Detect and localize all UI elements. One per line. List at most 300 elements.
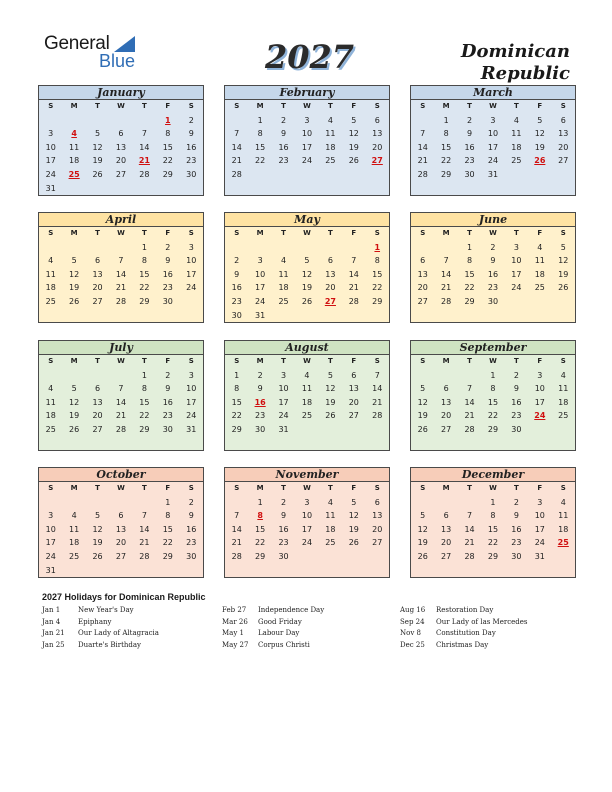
- day-cell: 13: [115, 142, 127, 152]
- holiday-date: Jan 4: [42, 617, 61, 626]
- day-cell: 29: [464, 296, 475, 306]
- day-cell: 9: [467, 129, 473, 139]
- empty-day-cell: [156, 309, 179, 323]
- holiday-item: [42, 628, 222, 640]
- day-cell: 20: [441, 411, 452, 421]
- day-cell: 27: [348, 411, 359, 421]
- empty-day-cell: [366, 168, 389, 182]
- day-cell: 17: [45, 538, 56, 548]
- week-row: [225, 509, 389, 523]
- day-cell: 17: [487, 142, 499, 152]
- holiday-day-cell: 24: [534, 411, 546, 421]
- empty-day-cell: [39, 114, 62, 128]
- day-cell: 13: [417, 269, 428, 279]
- month-title: August: [225, 341, 389, 355]
- month-november: [224, 467, 390, 578]
- empty-day-cell: [225, 496, 248, 510]
- day-cell: 15: [139, 397, 150, 407]
- day-cell: 22: [372, 283, 383, 293]
- weekday-label: F: [537, 484, 543, 492]
- weekday-label: M: [256, 229, 264, 237]
- day-cell: 16: [278, 142, 289, 152]
- day-cell: 4: [327, 497, 333, 507]
- empty-day-cell: [434, 496, 457, 510]
- weekday-label: F: [165, 229, 171, 237]
- day-cell: 13: [348, 384, 359, 394]
- day-cell: 18: [325, 142, 336, 152]
- weekday-label: M: [442, 229, 450, 237]
- weekday-label: T: [95, 357, 100, 365]
- week-row: [39, 423, 203, 437]
- brand-triangle-icon: [114, 36, 135, 52]
- empty-day-cell: [295, 564, 318, 578]
- day-cell: 6: [118, 129, 124, 139]
- day-cell: 6: [95, 256, 101, 266]
- day-cell: 21: [464, 538, 475, 548]
- day-cell: 28: [231, 169, 242, 179]
- day-cell: 30: [231, 310, 242, 320]
- empty-day-cell: [62, 309, 85, 323]
- empty-day-cell: [481, 309, 504, 323]
- holiday-item: [400, 628, 580, 640]
- weekday-label: T: [514, 102, 519, 110]
- day-cell: 20: [348, 397, 359, 407]
- day-cell: 7: [234, 511, 240, 521]
- day-cell: 15: [255, 524, 266, 534]
- holiday-item: [42, 605, 222, 617]
- day-cell: 25: [558, 411, 569, 421]
- empty-day-cell: [109, 496, 132, 510]
- day-cell: 6: [374, 497, 380, 507]
- day-cell: 19: [348, 142, 359, 152]
- weekday-header-row: [39, 355, 203, 369]
- weekday-label: S: [560, 102, 566, 110]
- month-june: [410, 212, 576, 323]
- week-row: [411, 496, 575, 510]
- day-cell: 23: [464, 156, 475, 166]
- empty-day-cell: [295, 550, 318, 564]
- weekday-label: S: [188, 102, 194, 110]
- empty-day-cell: [39, 309, 62, 323]
- day-cell: 14: [417, 142, 428, 152]
- weekday-header-row: [225, 227, 389, 241]
- day-cell: 17: [301, 142, 313, 152]
- empty-day-cell: [319, 309, 342, 323]
- holidays-heading: 2027 Holidays for Dominican Republic: [42, 592, 206, 602]
- day-cell: 13: [325, 269, 336, 279]
- day-cell: 11: [45, 397, 56, 407]
- day-cell: 21: [372, 397, 383, 407]
- day-cell: 31: [186, 424, 197, 434]
- day-cell: 8: [490, 384, 496, 394]
- weekday-label: F: [165, 102, 171, 110]
- empty-day-cell: [342, 168, 365, 182]
- empty-day-cell: [458, 309, 481, 323]
- day-cell: 6: [95, 384, 101, 394]
- day-cell: 7: [234, 129, 240, 139]
- day-cell: 15: [162, 142, 173, 152]
- week-row: [225, 409, 389, 423]
- holiday-name: Duarte's Birthday: [78, 641, 141, 650]
- day-cell: 10: [278, 384, 289, 394]
- holiday-item: [222, 605, 402, 617]
- day-cell: 4: [48, 384, 54, 394]
- day-cell: 31: [487, 169, 499, 179]
- day-cell: 20: [372, 524, 383, 534]
- day-cell: 1: [165, 497, 171, 507]
- weekday-label: M: [442, 357, 450, 365]
- day-cell: 4: [560, 497, 566, 507]
- day-cell: 7: [420, 129, 426, 139]
- day-cell: 9: [165, 384, 171, 394]
- day-cell: 30: [278, 551, 289, 561]
- day-cell: 5: [420, 511, 426, 521]
- day-cell: 12: [301, 269, 313, 279]
- weekday-label: S: [48, 229, 54, 237]
- day-cell: 1: [257, 115, 263, 125]
- empty-day-cell: [133, 564, 156, 578]
- week-row: [225, 281, 389, 295]
- empty-day-cell: [86, 437, 109, 451]
- day-cell: 13: [372, 129, 383, 139]
- day-cell: 3: [281, 370, 287, 380]
- week-row: [225, 564, 389, 578]
- month-title: September: [411, 341, 575, 355]
- week-row: [225, 523, 389, 537]
- empty-day-cell: [62, 437, 85, 451]
- day-cell: 26: [558, 283, 569, 293]
- weekday-header-row: [225, 100, 389, 114]
- weekday-label: T: [281, 484, 286, 492]
- day-cell: 27: [441, 551, 452, 561]
- day-cell: 26: [417, 424, 428, 434]
- day-cell: 10: [301, 129, 313, 139]
- month-title: March: [411, 86, 575, 100]
- holiday-item: [400, 617, 580, 629]
- day-cell: 8: [490, 511, 496, 521]
- day-cell: 28: [139, 169, 150, 179]
- empty-day-cell: [366, 309, 389, 323]
- day-cell: 4: [513, 115, 519, 125]
- brand-logo: [44, 33, 144, 73]
- empty-day-cell: [86, 241, 109, 255]
- day-cell: 30: [162, 296, 173, 306]
- week-row: [39, 241, 203, 255]
- day-cell: 10: [511, 256, 522, 266]
- weekday-label: M: [256, 102, 264, 110]
- day-cell: 5: [537, 115, 543, 125]
- holiday-date: Mar 26: [222, 617, 248, 626]
- weekday-header-row: [225, 355, 389, 369]
- weekday-label: T: [467, 357, 472, 365]
- day-cell: 28: [464, 424, 475, 434]
- day-cell: 23: [231, 296, 242, 306]
- month-title: February: [225, 86, 389, 100]
- day-cell: 9: [188, 511, 194, 521]
- day-cell: 10: [45, 142, 56, 152]
- day-cell: 4: [48, 256, 54, 266]
- holiday-name: Our Lady of las Mercedes: [436, 617, 528, 626]
- day-cell: 5: [351, 497, 357, 507]
- day-cell: 4: [327, 115, 333, 125]
- week-row: [225, 396, 389, 410]
- week-row: [39, 523, 203, 537]
- empty-day-cell: [225, 114, 248, 128]
- day-cell: 2: [165, 370, 171, 380]
- week-row: [411, 564, 575, 578]
- weekday-label: T: [95, 102, 100, 110]
- weekday-label: F: [537, 229, 543, 237]
- day-cell: 6: [351, 370, 357, 380]
- month-august: [224, 340, 390, 451]
- empty-day-cell: [62, 564, 85, 578]
- week-row: [39, 369, 203, 383]
- day-cell: 3: [48, 129, 54, 139]
- weekday-label: T: [281, 357, 286, 365]
- day-cell: 19: [69, 283, 80, 293]
- day-cell: 12: [534, 129, 545, 139]
- week-row: [39, 254, 203, 268]
- holiday-day-cell: 27: [324, 296, 336, 306]
- weekday-label: S: [420, 102, 426, 110]
- holiday-name: Christmas Day: [436, 641, 489, 650]
- day-cell: 19: [348, 524, 359, 534]
- weekday-label: T: [142, 357, 147, 365]
- day-cell: 12: [348, 511, 359, 521]
- empty-day-cell: [225, 437, 248, 451]
- week-row: [411, 295, 575, 309]
- empty-day-cell: [342, 550, 365, 564]
- day-cell: 30: [511, 424, 522, 434]
- day-cell: 4: [281, 256, 287, 266]
- month-july: [38, 340, 204, 451]
- holiday-day-cell: 4: [71, 129, 77, 139]
- day-cell: 25: [301, 411, 313, 421]
- day-cell: 26: [348, 538, 359, 548]
- day-cell: 18: [45, 411, 56, 421]
- day-cell: 1: [467, 242, 473, 252]
- day-cell: 12: [348, 129, 359, 139]
- week-row: [411, 114, 575, 128]
- empty-day-cell: [366, 437, 389, 451]
- day-cell: 17: [186, 397, 197, 407]
- day-cell: 1: [443, 115, 449, 125]
- day-cell: 3: [304, 497, 310, 507]
- holiday-day-cell: 1: [374, 242, 381, 252]
- weekday-label: W: [489, 102, 497, 110]
- day-cell: 10: [534, 384, 545, 394]
- day-cell: 2: [490, 242, 496, 252]
- day-cell: 17: [186, 269, 197, 279]
- day-cell: 10: [186, 384, 197, 394]
- day-cell: 16: [511, 397, 522, 407]
- month-title: November: [225, 468, 389, 482]
- day-cell: 31: [278, 424, 289, 434]
- empty-day-cell: [109, 114, 132, 128]
- weekday-label: W: [303, 229, 311, 237]
- empty-day-cell: [528, 168, 551, 182]
- holiday-day-cell: 8: [257, 511, 263, 521]
- day-cell: 19: [417, 411, 428, 421]
- empty-day-cell: [458, 437, 481, 451]
- holiday-item: [400, 640, 580, 652]
- day-cell: 16: [464, 142, 475, 152]
- day-cell: 5: [420, 384, 426, 394]
- empty-day-cell: [295, 182, 318, 196]
- day-cell: 4: [304, 370, 310, 380]
- day-cell: 5: [71, 384, 77, 394]
- weekday-header-row: [411, 100, 575, 114]
- weekday-label: M: [70, 102, 78, 110]
- month-title: April: [39, 213, 203, 227]
- weekday-label: W: [117, 357, 125, 365]
- day-cell: 12: [417, 397, 428, 407]
- day-cell: 21: [231, 156, 242, 166]
- empty-day-cell: [552, 182, 575, 196]
- month-february: [224, 85, 390, 196]
- day-cell: 24: [186, 283, 197, 293]
- day-cell: 12: [92, 524, 103, 534]
- day-cell: 18: [301, 397, 313, 407]
- weekday-label: M: [442, 484, 450, 492]
- week-row: [225, 154, 389, 168]
- holiday-date: Feb 27: [222, 606, 247, 614]
- brand-word-blue: Blue: [99, 51, 136, 71]
- empty-day-cell: [552, 168, 575, 182]
- holiday-date: Jan 25: [42, 641, 65, 650]
- day-cell: 8: [234, 384, 240, 394]
- holiday-day-cell: 27: [371, 156, 383, 166]
- day-cell: 12: [69, 397, 80, 407]
- week-row: [411, 536, 575, 550]
- empty-day-cell: [39, 496, 62, 510]
- empty-day-cell: [552, 309, 575, 323]
- empty-day-cell: [411, 564, 434, 578]
- day-cell: 14: [464, 524, 475, 534]
- day-cell: 13: [372, 511, 383, 521]
- weekday-label: T: [514, 229, 519, 237]
- empty-day-cell: [366, 550, 389, 564]
- empty-day-cell: [39, 437, 62, 451]
- day-cell: 8: [467, 256, 473, 266]
- day-cell: 4: [71, 511, 77, 521]
- holiday-column: [42, 605, 222, 652]
- empty-day-cell: [133, 182, 156, 196]
- day-cell: 30: [186, 551, 197, 561]
- week-row: [39, 396, 203, 410]
- day-cell: 5: [95, 129, 101, 139]
- weekday-label: S: [188, 484, 194, 492]
- weekday-label: F: [165, 484, 171, 492]
- weekday-label: T: [142, 229, 147, 237]
- empty-day-cell: [366, 564, 389, 578]
- day-cell: 21: [464, 411, 475, 421]
- holiday-date: Jan 21: [42, 629, 65, 638]
- empty-day-cell: [180, 564, 203, 578]
- day-cell: 19: [92, 156, 103, 166]
- day-cell: 16: [231, 283, 242, 293]
- day-cell: 7: [118, 384, 124, 394]
- day-cell: 28: [231, 551, 242, 561]
- day-cell: 11: [558, 384, 569, 394]
- day-cell: 15: [139, 269, 150, 279]
- weekday-label: S: [374, 357, 380, 365]
- empty-day-cell: [505, 295, 528, 309]
- day-cell: 16: [162, 397, 173, 407]
- empty-day-cell: [86, 564, 109, 578]
- day-cell: 19: [325, 397, 336, 407]
- empty-day-cell: [180, 309, 203, 323]
- day-cell: 14: [139, 524, 150, 534]
- day-cell: 2: [257, 370, 263, 380]
- weekday-label: W: [303, 357, 311, 365]
- day-cell: 17: [278, 397, 289, 407]
- day-cell: 23: [278, 538, 289, 548]
- day-cell: 2: [513, 497, 519, 507]
- weekday-label: T: [95, 229, 100, 237]
- day-cell: 28: [115, 424, 127, 434]
- day-cell: 27: [115, 551, 127, 561]
- holiday-name: Restoration Day: [436, 606, 494, 614]
- empty-day-cell: [552, 423, 575, 437]
- empty-day-cell: [156, 564, 179, 578]
- weekday-label: M: [256, 484, 264, 492]
- empty-day-cell: [156, 182, 179, 196]
- holiday-name: Good Friday: [258, 617, 302, 626]
- empty-day-cell: [434, 564, 457, 578]
- day-cell: 18: [278, 283, 289, 293]
- weekday-header-row: [411, 227, 575, 241]
- weekday-label: W: [303, 484, 311, 492]
- country-name: Dominican Republic: [460, 41, 570, 84]
- day-cell: 9: [188, 129, 194, 139]
- day-cell: 2: [513, 370, 519, 380]
- day-cell: 1: [234, 370, 240, 380]
- weekday-label: T: [328, 229, 333, 237]
- holiday-name: Labour Day: [258, 629, 300, 638]
- holiday-date: Nov 8: [400, 629, 421, 638]
- empty-day-cell: [133, 309, 156, 323]
- empty-day-cell: [481, 564, 504, 578]
- day-cell: 22: [139, 283, 150, 293]
- week-row: [39, 382, 203, 396]
- empty-day-cell: [552, 437, 575, 451]
- week-row: [39, 154, 203, 168]
- day-cell: 29: [372, 296, 383, 306]
- week-row: [411, 254, 575, 268]
- empty-day-cell: [248, 437, 271, 451]
- empty-day-cell: [225, 241, 248, 255]
- day-cell: 19: [301, 283, 313, 293]
- holiday-day-cell: 1: [165, 115, 171, 125]
- day-cell: 2: [165, 242, 171, 252]
- empty-day-cell: [552, 564, 575, 578]
- day-cell: 10: [186, 256, 197, 266]
- holiday-item: [222, 628, 402, 640]
- month-title: June: [411, 213, 575, 227]
- day-cell: 26: [301, 296, 313, 306]
- weekday-label: M: [70, 229, 78, 237]
- day-cell: 18: [534, 269, 545, 279]
- weekday-label: T: [142, 484, 147, 492]
- day-cell: 14: [348, 269, 359, 279]
- empty-day-cell: [342, 241, 365, 255]
- empty-day-cell: [62, 241, 85, 255]
- week-row: [411, 423, 575, 437]
- day-cell: 26: [348, 156, 359, 166]
- weekday-label: W: [303, 102, 311, 110]
- day-cell: 15: [255, 142, 266, 152]
